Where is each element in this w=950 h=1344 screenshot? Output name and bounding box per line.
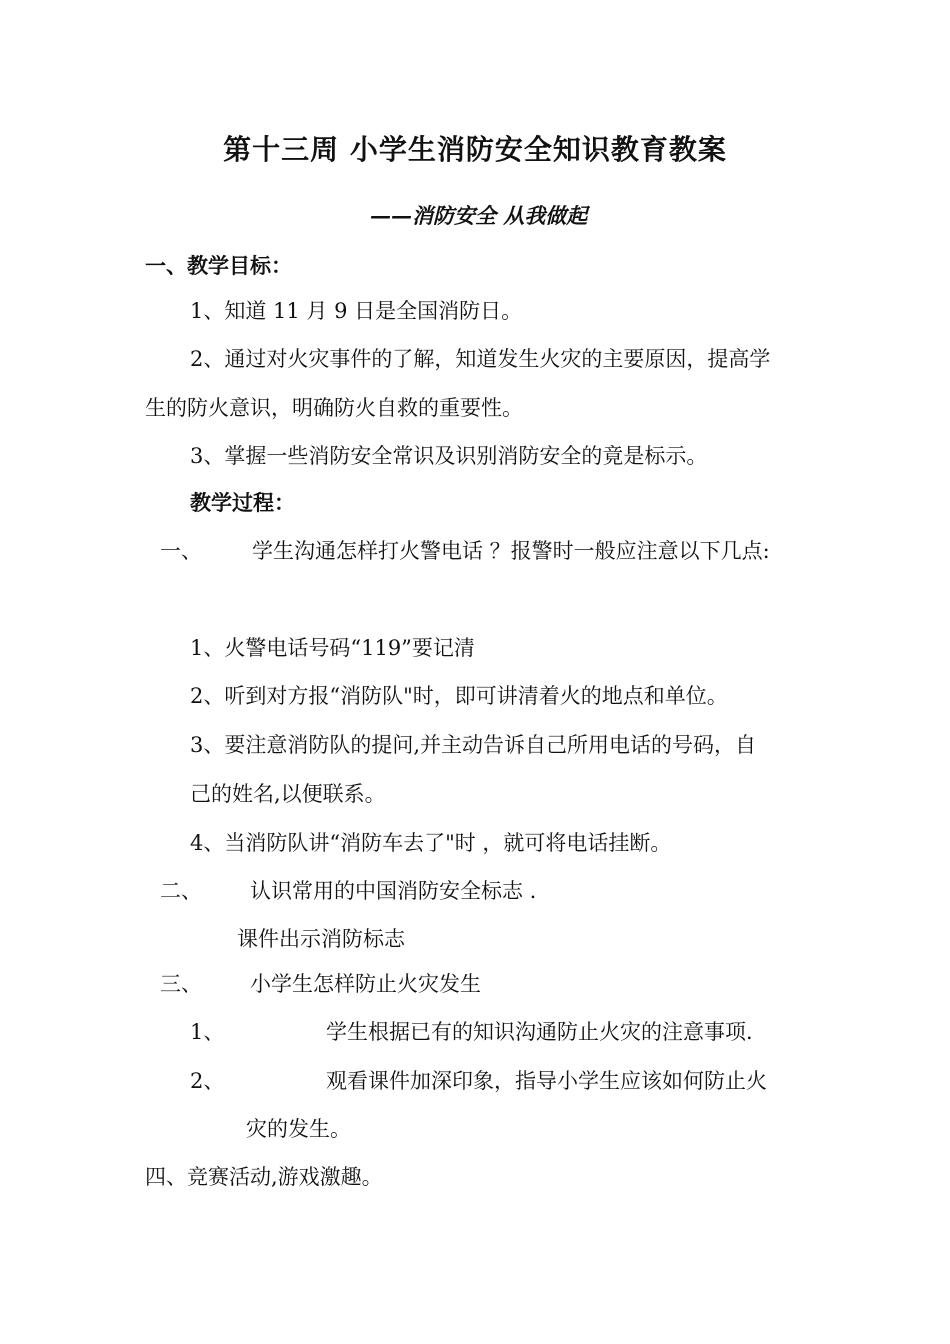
- goal-item-1: 1、知道 11 月 9 日是全国消防日。: [190, 299, 523, 323]
- part1-number: 一、: [160, 539, 202, 563]
- part1-item-1: 1、火警电话号码“119”要记清: [190, 636, 475, 660]
- process-heading: 教学过程：: [190, 491, 295, 515]
- part1-item-3-continued: 己的姓名,以便联系。: [190, 782, 386, 806]
- part4-text: 四、竞赛活动,游戏激趣。: [145, 1165, 383, 1189]
- goal-item-2-continued: 生的防火意识，明确防火自救的重要性。: [145, 396, 523, 420]
- document-subtitle: ——消防安全 从我做起: [370, 203, 588, 228]
- document-title: 第十三周 小学生消防安全知识教育教案: [223, 133, 727, 166]
- part3-item-2-text: 观看课件加深印象，指导小学生应该如何防止火: [326, 1069, 767, 1093]
- part1-text: 学生沟通怎样打火警电话 ？报警时一般应注意以下几点:: [252, 539, 770, 563]
- goal-item-3: 3、掌握一些消防安全常识及识别消防安全的竟是标示。: [190, 444, 708, 468]
- part3-number: 三、: [160, 972, 202, 996]
- part1-item-3: 3、要注意消防队的提问,并主动告诉自己所用电话的号码，自: [190, 733, 757, 757]
- part2-text: 认识常用的中国消防安全标志 .: [250, 879, 537, 903]
- part3-item-1-number: 1、: [190, 1020, 225, 1044]
- part3-item-2-continued: 灾的发生。: [246, 1117, 351, 1141]
- section-goals-heading: 一、教学目标：: [145, 254, 292, 278]
- goal-item-2: 2、通过对火灾事件的了解，知道发生火灾的主要原因，提高学: [190, 347, 771, 371]
- part1-item-4: 4、当消防队讲“消防车去了"时 ，就可将电话挂断。: [190, 831, 672, 855]
- part3-item-1-text: 学生根据已有的知识沟通防止火灾的注意事项.: [326, 1020, 753, 1044]
- part2-number: 二、: [160, 879, 202, 903]
- part1-item-2: 2、听到对方报“消防队"时，即可讲清着火的地点和单位。: [190, 684, 728, 708]
- part3-text: 小学生怎样防止火灾发生: [250, 972, 481, 996]
- part2-subtext: 课件出示消防标志: [237, 927, 405, 951]
- part3-item-2-number: 2、: [190, 1069, 225, 1093]
